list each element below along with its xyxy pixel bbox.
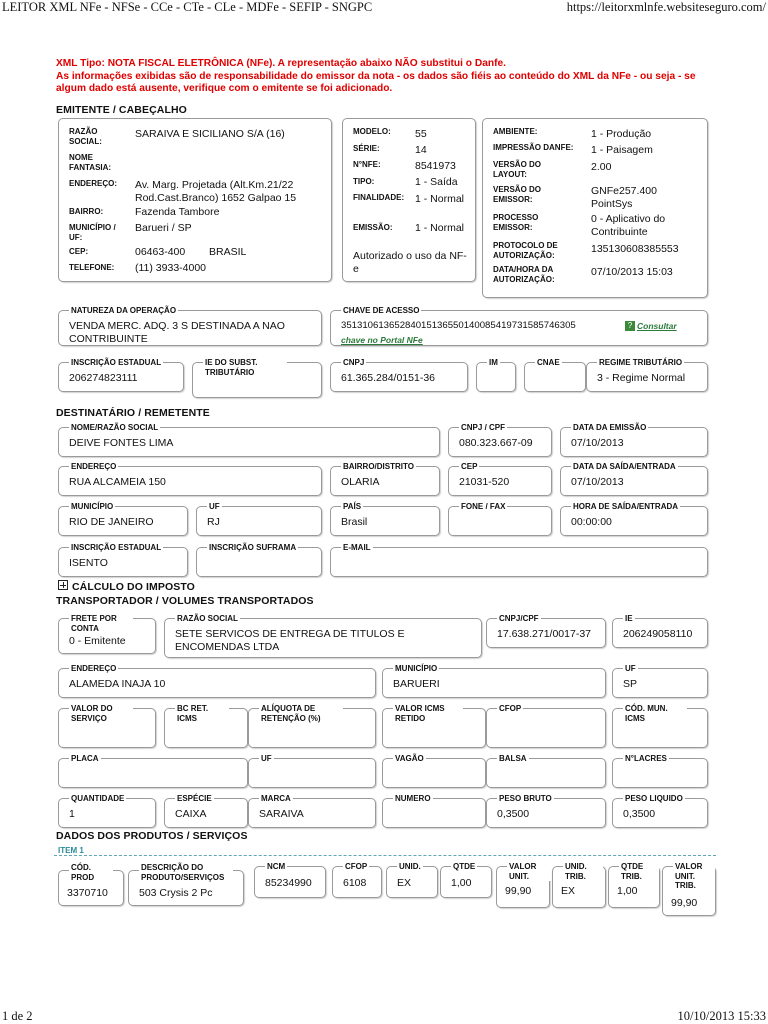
peso-liquido-value: 0,3500	[623, 808, 656, 820]
transp-cfop-field	[486, 704, 606, 748]
im-field	[476, 358, 516, 392]
dest-municipio-field	[58, 502, 188, 536]
peso-bruto-label: PESO BRUTO	[499, 794, 552, 803]
impressao-value: 1 - Paisagem	[591, 144, 653, 156]
prod-valor-unit-label: VALOR UNIT.	[507, 862, 551, 881]
cnpj-value: 61.365.284/0151-36	[341, 372, 436, 384]
cnae-label: CNAE	[537, 358, 560, 367]
ie-subst-label: IE DO SUBST. TRIBUTÁRIO	[203, 358, 287, 377]
tipo-label: TIPO:	[353, 177, 375, 186]
prod-cfop-field	[332, 862, 382, 898]
versao-emissor-label: VERSÃO DO EMISSOR:	[493, 185, 542, 204]
regime-field	[586, 358, 708, 392]
frete-field	[58, 614, 156, 654]
transp-razao-field	[164, 614, 482, 658]
dest-cep-label: CEP	[461, 462, 478, 471]
transp-endereco-label: ENDEREÇO	[71, 664, 117, 673]
warning-line-2: As informações exibidas são de responsabilidade do emissor da nota - os dados são fiéis ao conteúdo do XML da NFe - ou seja - se algum dado está ausente, verifique com o emitente se foi adicionado.	[56, 70, 696, 94]
chave-portal-link[interactable]: chave no Portal NFe	[341, 335, 423, 345]
dest-cnpj-value: 080.323.667-09	[459, 437, 533, 449]
prod-qtde-trib-value: 1,00	[617, 885, 638, 897]
section-transportador: TRANSPORTADOR / VOLUMES TRANSPORTADOS	[56, 595, 314, 607]
dest-hora-label: HORA DE SAÍDA/ENTRADA	[573, 502, 679, 511]
ie-label: INSCRIÇÃO ESTADUAL	[71, 358, 162, 367]
dest-bairro-label: BAIRRO/DISTRITO	[343, 462, 414, 471]
impressao-label: IMPRESSÃO DANFE:	[493, 143, 574, 152]
marca-field	[248, 794, 376, 828]
especie-value: CAIXA	[175, 808, 207, 820]
natureza-value: VENDA MERC. ADQ. 3 S DESTINADA A NAO CONTRIBUINTE	[69, 320, 285, 345]
peso-bruto-value: 0,3500	[497, 808, 530, 820]
emissao-label: EMISSÃO:	[353, 223, 393, 232]
regime-value: 3 - Regime Normal	[597, 372, 686, 384]
bc-ret-field	[164, 704, 248, 748]
section-produtos: DADOS DOS PRODUTOS / SERVIÇOS	[56, 830, 248, 842]
dest-municipio-value: RIO DE JANEIRO	[69, 516, 154, 528]
item-label: ITEM 1	[58, 846, 84, 855]
dest-pais-field	[330, 502, 440, 536]
prod-unid-trib-value: EX	[561, 885, 576, 897]
versao-layout-value: 2.00	[591, 161, 612, 173]
dest-uf-value: RJ	[207, 516, 220, 528]
dest-cnpj-field	[448, 423, 552, 457]
expand-icon[interactable]	[58, 580, 68, 590]
dest-pais-value: Brasil	[341, 516, 368, 528]
dest-bairro-value: OLARIA	[341, 476, 380, 488]
transp-ie-field	[612, 614, 708, 648]
dest-data-saida-label: DATA DA SAÍDA/ENTRADA	[573, 462, 676, 471]
prod-unid-field	[386, 862, 438, 898]
pais-value: BRASIL	[209, 246, 247, 258]
dest-municipio-label: MUNICÍPIO	[71, 502, 114, 511]
prod-desc-field	[128, 863, 244, 906]
consultar-icon[interactable]: ?	[625, 321, 635, 331]
dest-cep-field	[448, 462, 552, 496]
endereco-label: ENDEREÇO:	[69, 179, 118, 188]
transp-uf2-field	[248, 754, 376, 788]
print-timestamp: 10/10/2013 15:33	[677, 1009, 766, 1023]
razao-social-label: RAZÃO SOCIAL:	[69, 127, 102, 146]
marca-label: MARCA	[261, 794, 291, 803]
numero-field	[382, 794, 486, 828]
datahora-value: 07/10/2013 15:03	[591, 266, 673, 278]
protocolo-label: PROTOCOLO DE AUTORIZAÇÃO:	[493, 241, 558, 260]
ie-subst-field	[192, 358, 322, 398]
dest-suframa-label: INSCRIÇÃO SUFRAMA	[209, 543, 297, 552]
bairro-value: Fazenda Tambore	[135, 206, 220, 218]
prod-cfop-value: 6108	[343, 877, 367, 889]
prod-qtde-field	[440, 862, 492, 898]
dest-uf-label: UF	[209, 502, 220, 511]
dest-uf-field	[196, 502, 322, 536]
section-emitente: EMITENTE / CABEÇALHO	[56, 104, 187, 116]
endereco-value: Av. Marg. Projetada (Alt.Km.21/22 Rod.Cast.Branco) 1652 Galpao 15	[135, 179, 297, 204]
serie-value: 14	[415, 144, 427, 156]
dest-ie-field	[58, 543, 188, 577]
versao-emissor-value: GNFe257.400 PointSys	[591, 185, 657, 210]
dest-data-emissao-field	[560, 423, 708, 457]
dest-suframa-field	[196, 543, 322, 577]
prod-unid-trib-label: UNID. TRIB.	[563, 862, 603, 881]
icms-retido-label: VALOR ICMS RETIDO	[393, 704, 463, 723]
ie-field	[58, 358, 184, 392]
especie-label: ESPÉCIE	[177, 794, 212, 803]
prod-qtde-trib-field	[608, 862, 660, 908]
transp-uf2-label: UF	[261, 754, 272, 763]
consultar-link[interactable]: Consultar	[637, 321, 677, 331]
emitente-box	[58, 118, 332, 282]
peso-liquido-label: PESO LIQUIDO	[625, 794, 683, 803]
cep-label: CEP:	[69, 247, 89, 256]
dest-data-saida-value: 07/10/2013	[571, 476, 624, 488]
aliquota-label: ALÍQUOTA DE RETENÇÃO (%)	[259, 704, 343, 723]
dest-fone-label: FONE / FAX	[461, 502, 506, 511]
page-title: LEITOR XML NFe - NFSe - CCe - CTe - CLe - MDFe - SEFIP - SNGPC	[2, 0, 373, 14]
transp-uf-field	[612, 664, 708, 698]
icms-retido-field	[382, 704, 486, 748]
prod-cod-label: CÓD. PROD	[69, 863, 113, 882]
dest-data-saida-field	[560, 462, 708, 496]
modelo-label: MODELO:	[353, 127, 391, 136]
dest-hora-field	[560, 502, 708, 536]
marca-value: SARAIVA	[259, 808, 304, 820]
transp-endereco-field	[58, 664, 376, 698]
quantidade-label: QUANTIDADE	[71, 794, 125, 803]
protocolo-value: 135130608385553	[591, 243, 679, 255]
dest-cep-value: 21031-520	[459, 476, 510, 488]
placa-label: PLACA	[71, 754, 99, 763]
dest-email-field	[330, 543, 708, 577]
vagao-field	[382, 754, 486, 788]
page-number: 1 de 2	[2, 1009, 33, 1023]
transp-endereco-value: ALAMEDA INAJA 10	[69, 678, 166, 690]
prod-cfop-label: CFOP	[345, 862, 368, 871]
placa-field	[58, 754, 248, 788]
natureza-label: NATUREZA DA OPERAÇÃO	[71, 306, 177, 315]
dest-ie-label: INSCRIÇÃO ESTADUAL	[71, 543, 162, 552]
transp-municipio-label: MUNICÍPIO	[395, 664, 438, 673]
valor-servico-label: VALOR DO SERVIÇO	[69, 704, 133, 723]
transp-razao-value: SETE SERVICOS DE ENTREGA DE TITULOS E ENCOMENDAS LTDA	[175, 628, 405, 653]
aliquota-field	[248, 704, 376, 748]
dest-nome-label: NOME/RAZÃO SOCIAL	[71, 423, 159, 432]
peso-liquido-field	[612, 794, 708, 828]
prod-desc-label: DESCRIÇÃO DO PRODUTO/SERVIÇOS	[139, 863, 233, 882]
regime-label: REGIME TRIBUTÁRIO	[599, 358, 683, 367]
emissao-value: 1 - Normal	[415, 222, 465, 234]
quantidade-value: 1	[69, 808, 75, 820]
cnpj-label: CNPJ	[343, 358, 365, 367]
nnfe-value: 8541973	[415, 160, 456, 172]
municipio-label: MUNICÍPIO / UF:	[69, 223, 116, 242]
prod-desc-value: 503 Crysis 2 Pc	[139, 887, 213, 899]
transp-ie-value: 206249058110	[623, 628, 693, 640]
prod-ncm-label: NCM	[267, 862, 286, 871]
prod-valor-unit-field	[496, 862, 550, 908]
serie-label: SÉRIE:	[353, 144, 380, 153]
ambiente-box	[482, 118, 708, 298]
transp-municipio-value: BARUERI	[393, 678, 440, 690]
razao-social-value: SARAIVA E SICILIANO S/A (16)	[135, 128, 285, 140]
especie-field	[164, 794, 248, 828]
dest-nome-value: DEIVE FONTES LIMA	[69, 437, 174, 449]
item-divider	[54, 855, 716, 856]
lacres-label: N°LACRES	[625, 754, 667, 763]
dest-data-emissao-value: 07/10/2013	[571, 437, 624, 449]
chave-value: 35131061365284015136550140085419731585746305	[341, 320, 576, 331]
dest-bairro-field	[330, 462, 440, 496]
transp-municipio-field	[382, 664, 606, 698]
valor-servico-field	[58, 704, 156, 748]
prod-qtde-trib-label: QTDE TRIB.	[619, 862, 659, 881]
prod-valor-unit-value: 99,90	[505, 885, 532, 897]
dest-email-label: E-MAIL	[343, 543, 371, 552]
dest-pais-label: PAÍS	[343, 502, 362, 511]
ie-value: 206274823111	[69, 372, 138, 384]
telefone-label: TELEFONE:	[69, 263, 115, 272]
dest-endereco-field	[58, 462, 322, 496]
dest-nome-field	[58, 423, 440, 457]
municipio-value: Barueri / SP	[135, 222, 192, 234]
section-calculo[interactable]: CÁLCULO DO IMPOSTO	[72, 581, 195, 593]
transp-ie-label: IE	[625, 614, 633, 623]
bairro-label: BAIRRO:	[69, 207, 104, 216]
section-destinatario: DESTINATÁRIO / REMETENTE	[56, 407, 210, 419]
transp-uf-label: UF	[625, 664, 636, 673]
versao-layout-label: VERSÃO DO LAYOUT:	[493, 160, 542, 179]
dest-endereco-value: RUA ALCAMEIA 150	[69, 476, 166, 488]
cnae-field	[524, 358, 586, 392]
transp-cnpj-label: CNPJ/CPF	[499, 614, 539, 623]
prod-cod-value: 3370710	[67, 887, 108, 899]
dest-hora-value: 00:00:00	[571, 516, 612, 528]
autorizado-text: Autorizado o uso da NF-e	[353, 250, 467, 275]
frete-value: 0 - Emitente	[69, 635, 126, 647]
balsa-label: BALSA	[499, 754, 527, 763]
processo-value: 0 - Aplicativo do Contribuinte	[591, 213, 666, 238]
cnpj-field	[330, 358, 468, 392]
ambiente-value: 1 - Produção	[591, 128, 652, 140]
dest-endereco-label: ENDEREÇO	[71, 462, 117, 471]
bc-ret-label: BC RET. ICMS	[175, 704, 229, 723]
modelo-value: 55	[415, 128, 427, 140]
transp-cfop-label: CFOP	[499, 704, 522, 713]
prod-unid-value: EX	[397, 877, 412, 889]
dest-ie-value: ISENTO	[69, 557, 108, 569]
tipo-value: 1 - Saída	[415, 176, 458, 188]
prod-valor-unit-trib-value: 99,90	[671, 897, 698, 909]
prod-valor-unit-trib-label: VALOR UNIT. TRIB.	[673, 862, 715, 891]
cep-value: 06463-400	[135, 246, 186, 258]
telefone-value: (11) 3933-4000	[135, 262, 207, 274]
prod-qtde-label: QTDE	[453, 862, 476, 871]
lacres-field	[612, 754, 708, 788]
cod-mun-label: CÓD. MUN. ICMS	[623, 704, 687, 723]
processo-label: PROCESSO EMISSOR:	[493, 213, 539, 232]
page-url[interactable]: https://leitorxmlnfe.websiteseguro.com/	[566, 0, 766, 14]
prod-cod-field	[58, 863, 124, 906]
cod-mun-field	[612, 704, 708, 748]
warning-line-1: XML Tipo: NOTA FISCAL ELETRÔNICA (NFe). A representação abaixo NÃO substitui o Danfe.	[56, 58, 506, 69]
chave-field	[330, 306, 708, 346]
nome-fantasia-label: NOME FANTASIA:	[69, 153, 112, 172]
im-label: IM	[489, 358, 498, 367]
peso-bruto-field	[486, 794, 606, 828]
quantidade-field	[58, 794, 156, 828]
nfe-info-box	[342, 118, 476, 282]
dest-cnpj-label: CNPJ / CPF	[461, 423, 506, 432]
warning-notice	[56, 58, 720, 96]
prod-unid-label: UNID.	[399, 862, 421, 871]
nnfe-label: N°NFE:	[353, 160, 381, 169]
chave-label: CHAVE DE ACESSO	[343, 306, 420, 315]
prod-qtde-value: 1,00	[451, 877, 472, 889]
dest-data-emissao-label: DATA DA EMISSÃO	[573, 423, 647, 432]
prod-ncm-field	[254, 862, 326, 898]
prod-valor-unit-trib-field	[662, 862, 716, 916]
dest-fone-field	[448, 502, 552, 536]
transp-cnpj-field	[486, 614, 606, 648]
finalidade-value: 1 - Normal	[415, 193, 465, 205]
transp-razao-label: RAZÃO SOCIAL	[177, 614, 238, 623]
ambiente-label: AMBIENTE:	[493, 127, 538, 136]
finalidade-label: FINALIDADE:	[353, 193, 405, 202]
prod-ncm-value: 85234990	[265, 877, 312, 889]
balsa-field	[486, 754, 606, 788]
transp-uf-value: SP	[623, 678, 638, 690]
datahora-label: DATA/HORA DA AUTORIZAÇÃO:	[493, 265, 555, 284]
frete-label: FRETE POR CONTA	[69, 614, 133, 633]
transp-cnpj-value: 17.638.271/0017-37	[497, 628, 592, 640]
vagao-label: VAGÃO	[395, 754, 424, 763]
prod-unid-trib-field	[552, 862, 606, 908]
numero-label: NUMERO	[395, 794, 431, 803]
natureza-field	[58, 306, 322, 346]
